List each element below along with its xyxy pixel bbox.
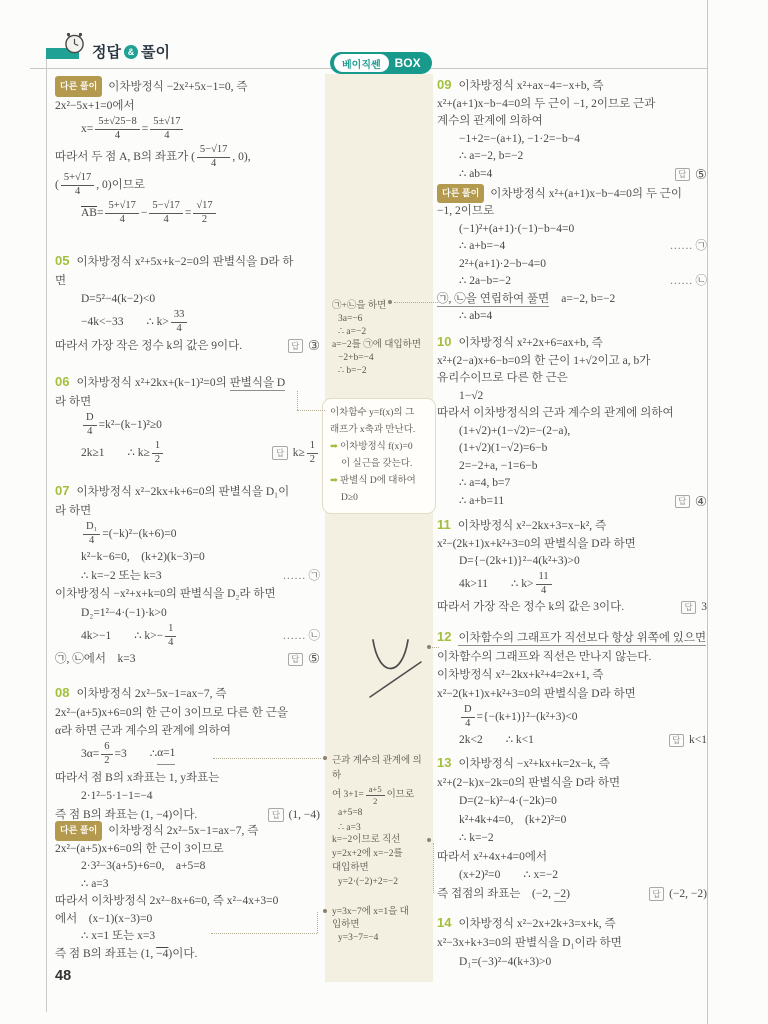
marked-value: −4 <box>156 947 169 960</box>
equation-line: 3α= $\frac{6}{2}$ =3 ∴ α=1 <box>81 741 176 766</box>
equation-line: ∴ a+b=−4 …… ㉠ <box>437 238 707 256</box>
equation-line: D₂=1²−4·(−1)·k>0 <box>81 606 167 619</box>
answer-value: ⑤ <box>694 166 707 182</box>
problem-number: 11 <box>437 517 451 532</box>
reference-mark: …… ㉡ <box>282 629 320 642</box>
equation-line: D=5²−4(k−2)<0 <box>81 293 156 305</box>
fraction: $\frac{5+√17}{4}$ <box>105 200 138 226</box>
reference-mark: …… ㉠ <box>669 240 707 252</box>
text-line: α라 하면 근과 계수의 관계에 의하여 <box>55 725 231 737</box>
page-number: 48 <box>55 968 72 984</box>
equation-line: $\frac{\text{D₁}}{4}$ =(−k)²−(k+6)=0 <box>55 520 320 548</box>
equation-line: ∴ a=4, b=7 <box>459 477 511 489</box>
fraction: $\frac{1}{2}$ <box>307 440 318 466</box>
text-line: 이차함수의 그래프와 직선은 만나지 않는다. <box>437 650 652 663</box>
alt-solution-badge: 다른 풀이 <box>437 184 484 204</box>
page-title <box>92 41 170 62</box>
connector-dot <box>323 909 327 913</box>
equation-line: $\overline{AB}$ = $\frac{5+√17}{4}$ − $\frac{5-√17}{4}$ = $\frac{√17}{2}$ <box>55 199 320 227</box>
title-left: 정답 <box>92 44 121 61</box>
problem-08 <box>55 684 320 824</box>
equation-line: $\frac{D}{4}$ =k²−(k−1)²≥0 <box>55 411 320 439</box>
problem-07 <box>55 482 320 669</box>
equation-line: 2=−2+a, −1=6−b <box>459 459 538 472</box>
highlighted-phrase: 이차함수의 그래프가 직선보다 항상 위쪽에 있으면 <box>458 632 707 644</box>
equation-line: (−1)²+(a+1)·(−1)−b−4=0 <box>459 222 575 235</box>
answer-value: ③ <box>307 337 320 353</box>
problem-number: 14 <box>437 915 452 930</box>
note-line-substitution-k: k=−2이므로 직선 y=2x+2에 x=−2를 대입하면 y=2·(−2)+2=−2 <box>332 835 403 887</box>
text-line: 다른 풀이 이차방정식 2x²−5x−1=ax−7, 즉 <box>55 821 320 841</box>
answer: 답 k≥ $\frac{1}{2}$ <box>272 440 320 466</box>
text-line: 14 이차방정식 x²−2x+2k+3=x+k, 즉 <box>437 915 616 930</box>
fraction: $\frac{5\pm√17}{4}$ <box>150 116 183 142</box>
problem-04-alt-solution <box>55 76 320 227</box>
fraction: $\frac{√17}{2}$ <box>193 200 215 226</box>
answer <box>681 599 707 617</box>
equation-line: 2k≥1 ∴ k≥ $\frac{1}{2}$ 답 k≥ $\frac{1}{2}$ <box>55 439 320 467</box>
text-line: x²−(2k+1)x+k²+3=0의 판별식을 D라 하면 <box>437 537 636 550</box>
text-line: 09 이차방정식 x²+ax−4=−x+b, 즉 <box>437 77 604 92</box>
equation-line: ∴ k=−2 <box>459 832 494 844</box>
note-system-of-equations: ㉠+㉡을 하면 3a=−6 ∴ a=−2 a=−2를 ㉠에 대입하면 −2+b=−4 ∴ b=−2 <box>332 301 421 376</box>
marked-value: −2 <box>553 887 567 900</box>
text-line: 따라서 가장 작은 정수 k의 값은 3이다. 답 3 <box>437 599 707 617</box>
equation-line: ∴ ab=4 <box>459 310 493 322</box>
reference-mark: …… ㉡ <box>669 275 707 287</box>
connector <box>394 302 438 303</box>
equation-line: 2·3²−3(a+5)+6=0, a+5=8 <box>81 860 206 872</box>
clock-icon <box>61 29 88 56</box>
text-line: 다른 풀이 이차방정식 −2x²+5x−1=0, 즉 <box>55 76 320 97</box>
answer <box>675 166 707 184</box>
equation-line: ∴ a=3 <box>81 877 109 890</box>
text-line: 따라서 이차방정식 2x²−8x+6=0, 즉 x²−4x+3=0 <box>55 895 279 907</box>
connector <box>213 758 321 759</box>
answer-value: ④ <box>694 493 707 509</box>
text-line: 따라서 점 B의 x좌표는 1, y좌표는 <box>55 771 220 784</box>
connector-dot <box>388 300 392 304</box>
answer-label: 답 <box>272 446 287 460</box>
equation-line: k²−k−6=0, (k+2)(k−3)=0 <box>81 551 205 563</box>
answer-label: 답 <box>669 734 684 748</box>
problem-12 <box>437 628 707 750</box>
text-line: 따라서 두 점 A, B의 좌표가 ( $\frac{5-√17}{4}$ , 0), <box>55 143 251 169</box>
answer-value: 3 <box>701 600 707 613</box>
equation-line: ∴ 2a−b=−2 …… ㉡ <box>437 273 707 291</box>
problem-number: 08 <box>55 685 70 700</box>
answer-value: k<1 <box>689 734 707 746</box>
alt-solution-badge: 다른 풀이 <box>55 76 102 97</box>
answer <box>675 493 707 511</box>
highlighted-phrase: ㉠, ㉡을 연립하여 풀면 <box>437 292 550 305</box>
connector <box>297 391 298 410</box>
text-line: x²−2(k+1)x+k²+3=0의 판별식을 D라 하면 <box>437 687 636 700</box>
text-line: ㉠, ㉡을 연립하여 풀면 a=−2, b=−2 <box>437 292 616 305</box>
fraction: $\frac{1}{2}$ <box>152 440 163 466</box>
answer-label: 답 <box>268 808 283 822</box>
answer-label: 답 <box>649 887 664 901</box>
connector <box>433 843 434 893</box>
equation-line: x= $\frac{5\pm√25-8}{4}$ = $\frac{5\pm√17}{4}$ <box>55 115 320 143</box>
problem-08-alt-solution <box>55 821 320 963</box>
answer-label: 답 <box>681 601 696 615</box>
fraction: $\frac{11}{4}$ <box>536 571 552 597</box>
equation-line: D₁=(−3)²−4(k+3)>0 <box>459 956 552 968</box>
problem-number: 06 <box>55 374 70 389</box>
answer-label: 답 <box>288 339 303 353</box>
problem-number: 09 <box>437 77 452 92</box>
text-line: 라 하면 <box>55 395 92 408</box>
text-line: x²−3x+k+3=0의 판별식을 D₁이라 하면 <box>437 937 622 949</box>
text-line: 계수의 관계에 의하여 <box>437 115 543 127</box>
equation-line: ∴ k=−2 또는 k=3 …… ㉠ <box>55 567 320 586</box>
equation-line: 4k>11 ∴ k> $\frac{11}{4}$ <box>437 571 707 599</box>
fraction: $\frac{D}{4}$ <box>461 704 475 730</box>
equation-line: ∴ x=1 또는 x=3 <box>81 930 156 942</box>
text-line: 따라서 가장 작은 정수 k의 값은 9이다. 답 ③ <box>55 337 320 356</box>
right-margin-rule <box>707 0 708 1024</box>
equation-line: k²+4k+4=0, (k+2)²=0 <box>459 813 567 826</box>
problem-number: 12 <box>437 629 452 644</box>
fraction: $\frac{33}{4}$ <box>171 309 188 335</box>
connector-dot <box>427 838 431 842</box>
text-line: 즉 점 B의 좌표는 (1, −4)이다. 답 (1, −4) <box>55 806 320 825</box>
text-line: −1, 2이므로 <box>437 205 495 217</box>
equation-line: (1+√2)(1−√2)=6−b <box>459 442 548 454</box>
text-line: 즉 접점의 좌표는 (−2, −2) 답 (−2, −2) <box>437 885 707 904</box>
text-line: 따라서 x²+4x+4=0에서 <box>437 850 548 863</box>
text-line: ㉠, ㉡에서 k=3 답 ⑤ <box>55 650 320 669</box>
text-line: 따라서 이차방정식의 근과 계수의 관계에 의하여 <box>437 407 674 419</box>
answer-label: 답 <box>288 653 303 667</box>
problem-11 <box>437 516 707 617</box>
problem-10 <box>437 333 707 511</box>
text-line: 06 이차방정식 x²+2kx+(k−1)²=0의 판별식을 D <box>55 374 286 389</box>
equation-line: (1+√2)+(1−√2)=−(2−a), <box>459 424 571 437</box>
fraction: $\frac{6}{2}$ <box>101 741 112 767</box>
text-line: 이차방정식 −x²+x+k=0의 판별식을 D₂라 하면 <box>55 588 276 600</box>
workbook-badge-box: BOX <box>394 56 421 70</box>
text-line: 이차방정식 x²−2kx+k²+4=2x+1, 즉 <box>437 669 604 681</box>
answer-value: ⑤ <box>307 651 320 666</box>
text-line: x²+(2−a)x+6−b=0의 한 근이 1+√2이고 a, b가 <box>437 354 651 367</box>
text-line: 유리수이므로 다른 한 근은 <box>437 372 568 384</box>
alt-solution-badge: 다른 풀이 <box>55 821 102 841</box>
equation-line: 2k<2 ∴ k<1 답 k<1 <box>437 731 707 750</box>
fraction: $\frac{5+√17}{4}$ <box>61 172 94 198</box>
answer <box>288 337 320 356</box>
green-arrow-icon: ➡ <box>330 442 338 452</box>
equation-line: ∴ a=−2, b=−2 <box>459 150 524 162</box>
connector <box>297 410 325 411</box>
text-line: x²+(2−k)x−2k=0의 판별식을 D라 하면 <box>437 776 621 789</box>
connector <box>317 912 318 933</box>
title-right: 풀이 <box>140 44 170 61</box>
equation-line: (x+2)²=0 ∴ x=−2 <box>459 869 558 881</box>
text-line: 13 이차방정식 −x²+kx+k=2x−k, 즉 <box>437 755 610 770</box>
fraction: $\frac{5\pm√25-8}{4}$ <box>95 116 139 142</box>
text-line: x²+(a+1)x−b−4=0의 두 근이 −1, 2이므로 근과 <box>437 97 656 110</box>
connector-dot <box>323 756 327 760</box>
problem-number: 13 <box>437 755 452 770</box>
problem-number: 07 <box>55 483 70 498</box>
text-line: 07 이차방정식 x²−2kx+k+6=0의 판별식을 D₁이 <box>55 483 290 498</box>
equation-line: D=(2−k)²−4·(−2k)=0 <box>459 795 557 807</box>
problem-number: 05 <box>55 253 70 268</box>
segment-AB-overline: $\overline{AB}$ <box>81 206 97 219</box>
reference-mark: …… ㉠ <box>282 569 320 582</box>
answer-label: 답 <box>675 168 690 182</box>
fraction: $\frac{D}{4}$ <box>83 412 97 438</box>
answer-value: (−2, −2) <box>669 887 707 900</box>
problem-number: 10 <box>437 334 452 349</box>
equation-line: 1−√2 <box>459 389 484 402</box>
highlighted-result: α=1 <box>157 744 175 765</box>
problem-13 <box>437 754 707 903</box>
connector-dot <box>427 645 431 649</box>
answer-value: (1, −4) <box>288 808 320 821</box>
equation-line: 2·1²−5·1−1=−4 <box>81 790 153 802</box>
equation-line: $\frac{D}{4}$ ={−(k+1)}²−(k²+3)<0 <box>437 703 707 731</box>
answer <box>288 650 320 669</box>
text-line: 11 이차방정식 x²−2kx+3=x−k², 즉 <box>437 517 607 532</box>
note-line-substitution-x1: y=3x−7에 x=1을 대 입하면 y=3−7=−4 <box>332 907 409 943</box>
text-line: 2x²−5x+1=0에서 <box>55 99 135 112</box>
text-line <box>437 628 707 648</box>
highlighted-phrase: 판별식을 D <box>229 377 286 389</box>
fraction: $\frac{\text{D₁}}{4}$ <box>83 521 100 547</box>
equation-line: −1+2=−(a+1), −1·2=−b−4 <box>459 132 580 145</box>
text-line: 2x²−(a+5)x+6=0의 한 근이 3이므로 다른 한 근을 <box>55 706 288 719</box>
workbook-badge <box>330 52 432 74</box>
text-line: 다른 풀이 이차방정식 x²+(a+1)x−b−4=0의 두 근이 <box>437 184 707 204</box>
answer <box>669 731 707 750</box>
note-roots-coefficients: 근과 계수의 관계에 의하 여 3+1= $\frac{a+5}{2}$ 이므로 a+5=8 ∴ a=3 <box>332 756 422 833</box>
fraction: $\frac{1}{4}$ <box>165 623 176 649</box>
text-line: 면 <box>55 274 67 287</box>
answer <box>649 885 707 904</box>
equation-line: −4k<−33 ∴ k> $\frac{33}{4}$ <box>55 309 320 337</box>
connector <box>211 933 317 934</box>
answer-label: 답 <box>675 495 690 509</box>
ampersand-badge: & <box>124 45 138 59</box>
equation-line: 4k>−1 ∴ k>− $\frac{1}{4}$ …… ㉡ <box>81 622 320 648</box>
fraction: $\frac{5-√17}{4}$ <box>149 200 182 226</box>
problem-05 <box>55 252 320 355</box>
problem-09 <box>437 76 707 326</box>
green-arrow-icon: ➡ <box>330 476 338 486</box>
problem-14 <box>437 913 707 972</box>
text-line: 10 이차방정식 x²+2x+6=ax+b, 즉 <box>437 334 603 349</box>
text-line: 라 하면 <box>55 504 92 517</box>
workbook-badge-name: 베이직쎈 <box>334 54 389 72</box>
problem-06 <box>55 373 320 467</box>
text-line: 에서 (x−1)(x−3)=0 <box>55 912 153 925</box>
left-margin-rule <box>46 59 47 1012</box>
text-line: 08 이차방정식 2x²−5x−1=ax−7, 즉 <box>55 685 227 700</box>
equation-line: 2²+(a+1)·2−b−4=0 <box>459 257 546 270</box>
text-line: 05 이차방정식 x²+5x+k−2=0의 판별식을 D라 하 <box>55 253 294 268</box>
text-line: 2x²−(a+5)x+6=0의 한 근이 3이므로 <box>55 842 224 855</box>
parabola-and-line-sketch <box>340 628 430 703</box>
equation-line: ∴ a+b=11 답 ④ <box>459 493 707 509</box>
note-discriminant-box: 이차함수 y=f(x)의 그 래프가 x축과 만난다. ➡ 이차방정식 f(x)=0 이 실근을 갖는다. ➡ 판별식 D에 대하여 D≥0 <box>330 408 416 503</box>
equation-line: ∴ ab=4 답 ⑤ <box>459 166 707 182</box>
fraction: $\frac{5-√17}{4}$ <box>197 144 230 170</box>
fraction: $\frac{a+5}{2}$ <box>366 784 385 805</box>
text-line: ( $\frac{5+√17}{4}$ , 0)이므로 <box>55 171 145 197</box>
equation-line: D={−(2k+1)}²−4(k²+3)>0 <box>459 555 580 567</box>
text-line: 즉 점 B의 좌표는 (1, −4)이다. <box>55 947 198 960</box>
